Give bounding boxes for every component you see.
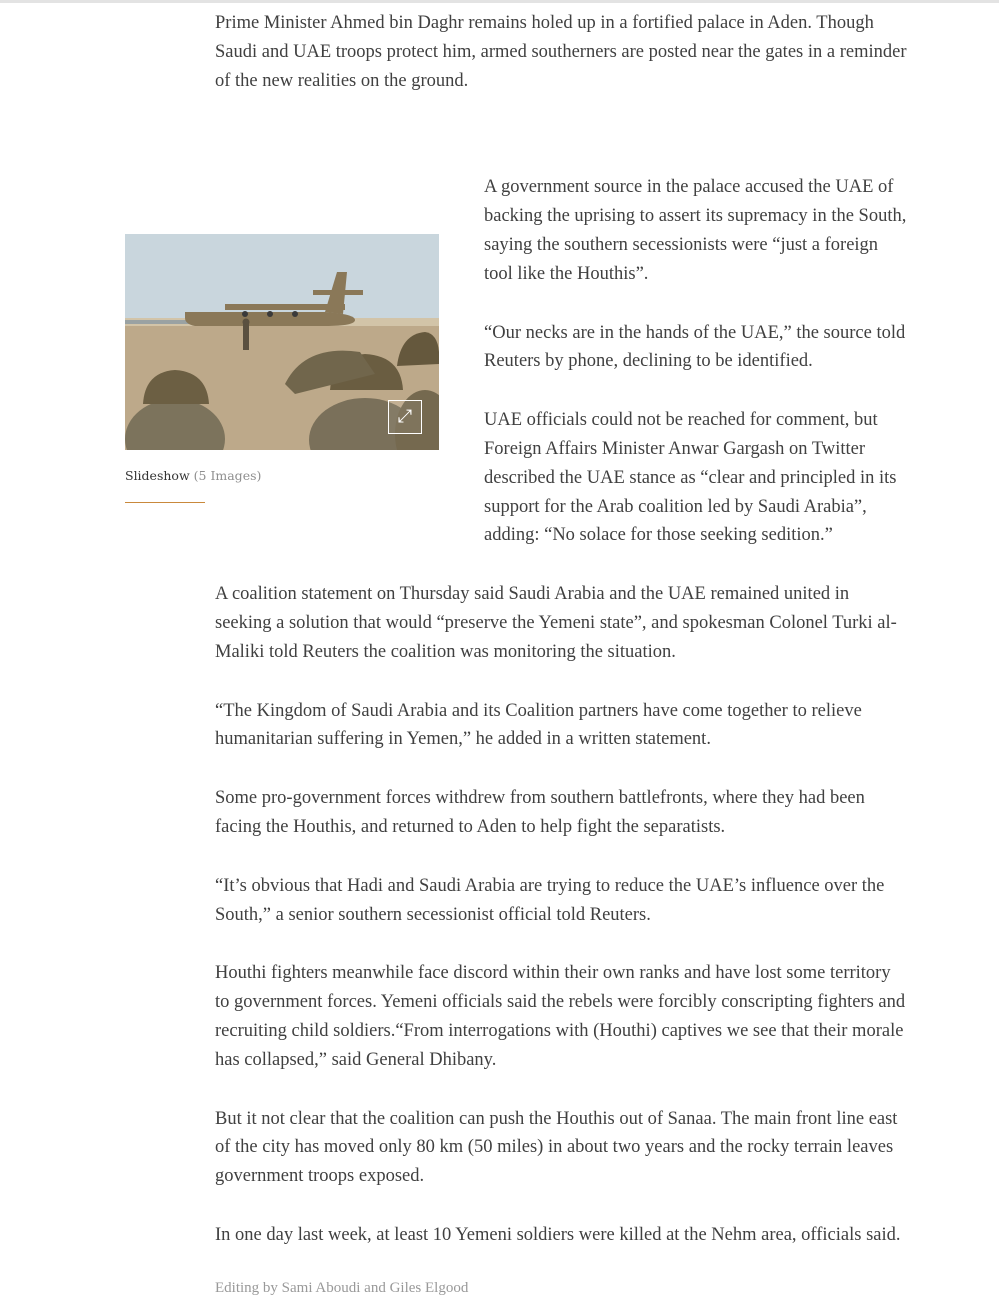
caption-accent-rule — [125, 502, 205, 503]
slideshow-label: Slideshow — [125, 468, 190, 484]
paragraph: But it not clear that the coalition can push the Houthis out of Sanaa. The main front line east of the city has moved only 80 km (50 miles) in about two years and the rocky terrain leaves government troops exposed. — [215, 1108, 898, 1187]
paragraph: Some pro-government forces withdrew from southern battlefronts, where they had been facing the Houthis, and returned to Aden to help fight the separatists. — [215, 788, 865, 837]
slideshow-count: (5 Images) — [193, 468, 262, 484]
paragraph: A coalition statement on Thursday said Saudi Arabia and the UAE remained united in seeking a solution that would “preserve the Yemeni state”, and spokesman Colonel Turki al-Maliki told Reuters the coalition was monitoring the situation. — [215, 584, 897, 662]
paragraph: “It’s obvious that Hadi and Saudi Arabia are trying to reduce the UAE’s influence over the South,” a senior southern secessionist official told Reuters. — [215, 875, 885, 925]
slideshow-figure[interactable] — [125, 234, 439, 503]
article-body — [125, 9, 909, 1297]
expand-icon[interactable]: ⤢ — [388, 400, 422, 434]
paragraph: UAE officials could not be reached for comment, but Foreign Affairs Minister Anwar Gargash on Twitter described the UAE stance as “clear and principled in its support for the Arab coalition led by Saudi Arabia”, adding: “No solace for those seeking sedition.” — [484, 410, 897, 546]
paragraph: A government source in the palace accused the UAE of backing the uprising to assert its supremacy in the South, saying the southern secessionists were “just a foreign tool like the Houthis”. — [484, 177, 907, 284]
paragraph: Houthi fighters meanwhile face discord within their own ranks and have lost some territory to government forces. Yemeni officials said the rebels were forcibly conscripting fighters and recruiting child soldiers.“From interrogations with (Houthi) captives we see that their morale has collapsed,” said General Dhibany. — [215, 963, 906, 1070]
editing-credit: Editing by Sami Aboudi and Giles Elgood — [215, 1279, 469, 1296]
paragraph: “The Kingdom of Saudi Arabia and its Coalition partners have come together to relieve humanitarian suffering in Yemen,” he added in a written statement. — [215, 700, 862, 750]
paragraph: In one day last week, at least 10 Yemeni soldiers were killed at the Nehm area, officials said. — [215, 1224, 901, 1245]
slideshow-caption[interactable] — [125, 468, 439, 483]
paragraph: Prime Minister Ahmed bin Daghr remains holed up in a fortified palace in Aden. Though Saudi and UAE troops protect him, armed southerners are posted near the gates in a reminder of the new realities on the ground. — [215, 13, 907, 91]
top-border — [0, 0, 999, 3]
paragraph: “Our necks are in the hands of the UAE,” the source told Reuters by phone, declining to be identified. — [484, 322, 906, 372]
slideshow-photo[interactable] — [125, 234, 439, 450]
